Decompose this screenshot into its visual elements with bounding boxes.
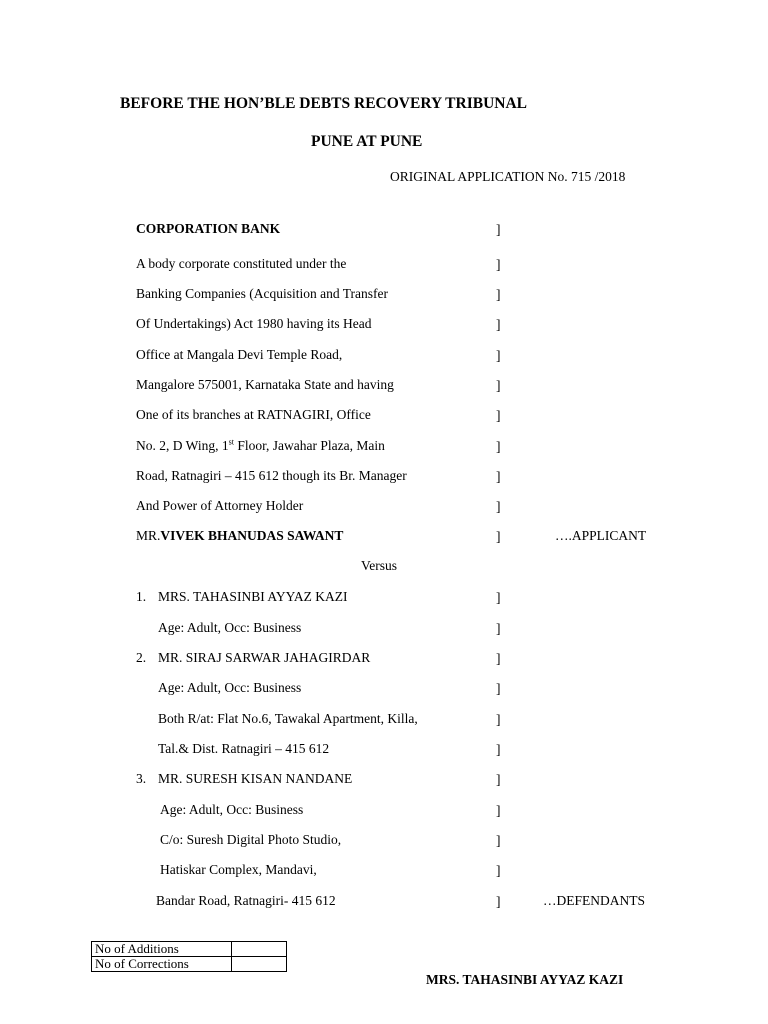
- defendant-address: Both R/at: Flat No.6, Tawakal Apartment, Killa,: [158, 711, 418, 726]
- defendant-address: Tal.& Dist. Ratnagiri – 415 612: [158, 741, 330, 756]
- corrections-label: No of Corrections: [92, 957, 232, 972]
- footer-defendant-name: MRS. TAHASINBI AYYAZ KAZI: [426, 972, 624, 987]
- additions-label: No of Additions: [92, 942, 232, 957]
- bracket: ]: [496, 222, 501, 237]
- defendant-name: MR. SIRAJ SARWAR JAHAGIRDAR: [158, 650, 371, 665]
- additions-value: [232, 942, 287, 957]
- application-number: ORIGINAL APPLICATION No. 715 /2018: [390, 169, 626, 184]
- bracket: ]: [496, 439, 501, 454]
- defendant-address: C/o: Suresh Digital Photo Studio,: [160, 832, 342, 847]
- tribunal-location: PUNE AT PUNE: [311, 133, 423, 150]
- defendant-name: MR. SURESH KISAN NANDANE: [158, 771, 353, 786]
- bracket: ]: [496, 681, 501, 696]
- bracket: ]: [496, 894, 501, 909]
- bracket: ]: [496, 621, 501, 636]
- corrections-value: [232, 957, 287, 972]
- table-row: [92, 942, 287, 957]
- bracket: ]: [496, 499, 501, 514]
- defendant-detail: Age: Adult, Occ: Business: [158, 680, 302, 695]
- applicant-line: And Power of Attorney Holder: [136, 498, 304, 513]
- defendants-role: …DEFENDANTS: [543, 893, 646, 908]
- applicant-line: Office at Mangala Devi Temple Road,: [136, 347, 343, 362]
- bracket: ]: [496, 863, 501, 878]
- defendant-address: Bandar Road, Ratnagiri- 415 612: [156, 893, 336, 908]
- bracket: ]: [496, 378, 501, 393]
- applicant-line: A body corporate constituted under the: [136, 256, 347, 271]
- applicant-line: One of its branches at RATNAGIRI, Office: [136, 407, 371, 422]
- defendant-address: Hatiskar Complex, Mandavi,: [160, 862, 317, 877]
- bracket: ]: [496, 529, 501, 544]
- bracket: ]: [496, 348, 501, 363]
- defendant-name: MRS. TAHASINBI AYYAZ KAZI: [158, 589, 348, 604]
- bracket: ]: [496, 651, 501, 666]
- bracket: ]: [496, 742, 501, 757]
- defendant-number: 3.: [136, 771, 147, 786]
- applicant-line: Banking Companies (Acquisition and Transfer: [136, 286, 388, 301]
- bracket: ]: [496, 317, 501, 332]
- bracket: ]: [496, 469, 501, 484]
- manager-line: MR.VIVEK BHANUDAS SAWANT: [136, 528, 344, 543]
- bracket: ]: [496, 803, 501, 818]
- applicant-role: ….APPLICANT: [555, 528, 647, 543]
- bracket: ]: [496, 590, 501, 605]
- table-row: [92, 957, 287, 972]
- bracket: ]: [496, 257, 501, 272]
- defendant-detail: Age: Adult, Occ: Business: [160, 802, 304, 817]
- defendant-detail: Age: Adult, Occ: Business: [158, 620, 302, 635]
- defendant-number: 1.: [136, 589, 147, 604]
- applicant-line-floor: No. 2, D Wing, 1st Floor, Jawahar Plaza, Main: [136, 437, 385, 453]
- bracket: ]: [496, 712, 501, 727]
- tribunal-title: BEFORE THE HON’BLE DEBTS RECOVERY TRIBUNAL: [120, 95, 527, 112]
- applicant-name: CORPORATION BANK: [136, 221, 281, 236]
- versus-label: Versus: [361, 558, 397, 573]
- bracket: ]: [496, 772, 501, 787]
- bracket: ]: [496, 408, 501, 423]
- bracket: ]: [496, 833, 501, 848]
- bracket: ]: [496, 287, 501, 302]
- additions-corrections-table: [91, 941, 287, 972]
- applicant-line: Road, Ratnagiri – 415 612 though its Br. Manager: [136, 468, 407, 483]
- applicant-line: Of Undertakings) Act 1980 having its Head: [136, 316, 372, 331]
- defendant-number: 2.: [136, 650, 147, 665]
- applicant-line: Mangalore 575001, Karnataka State and having: [136, 377, 394, 392]
